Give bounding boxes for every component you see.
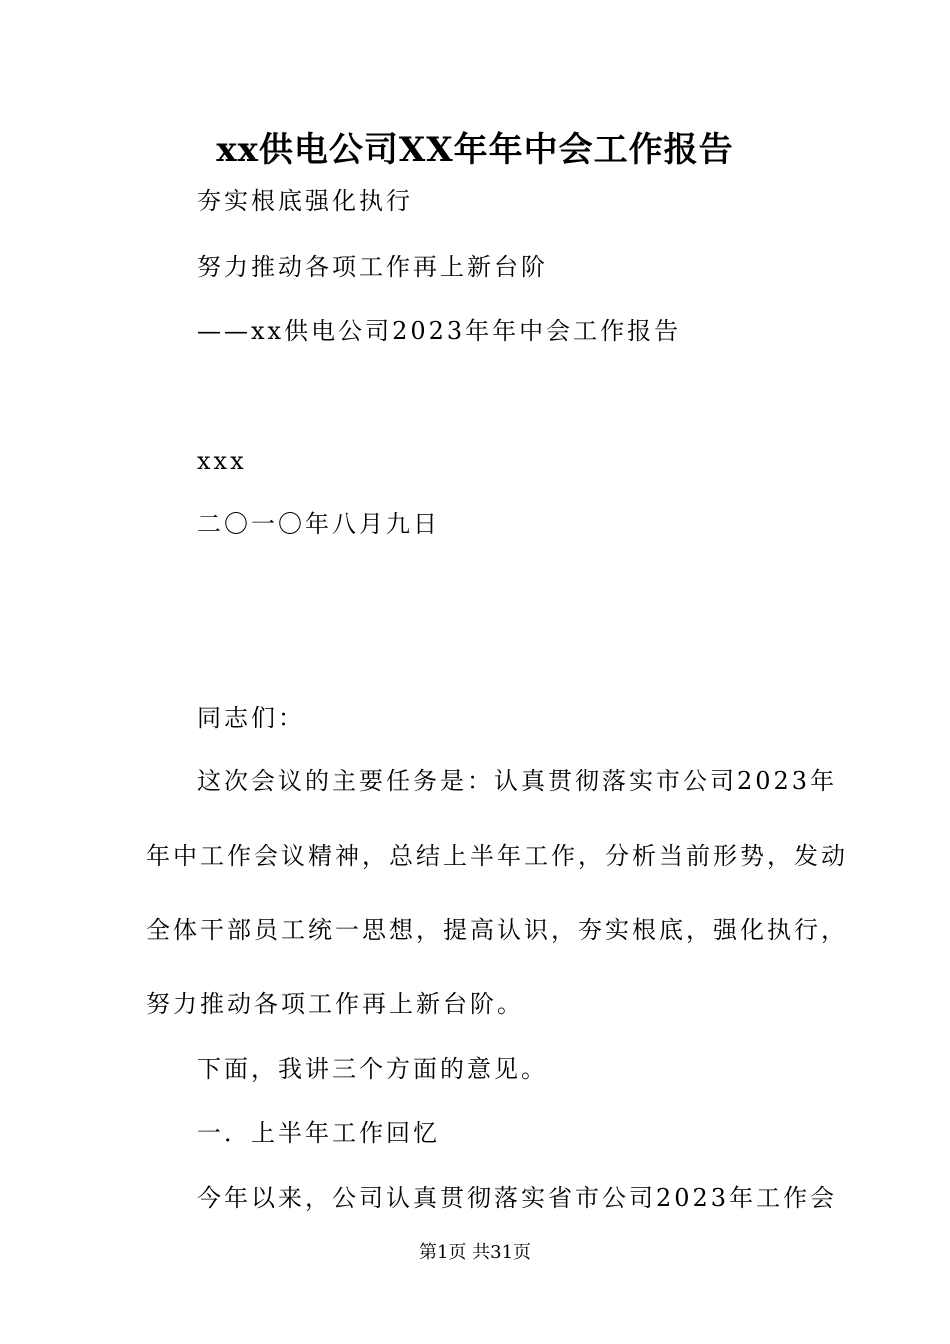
document-title: xx供电公司XX年年中会工作报告 [216, 130, 734, 170]
salutation: 同志们： [197, 704, 305, 732]
page-indicator: 第1页 共31页 [418, 1242, 532, 1263]
subtitle-line-1: 夯实根底强化执行 [197, 187, 413, 215]
paragraph-3-line-1: 今年以来，公司认真贯彻落实省市公司2023年工作会 [197, 1184, 838, 1212]
author-name: xxx [197, 447, 247, 475]
paragraph-1-line-3: 全体干部员工统一思想，提高认识，夯实根底，强化执行， [146, 916, 848, 944]
paragraph-1-line-2: 年中工作会议精神，总结上半年工作，分析当前形势，发动 [146, 842, 848, 870]
section-heading: 一．上半年工作回忆 [197, 1119, 440, 1147]
paragraph-1-line-1: 这次会议的主要任务是：认真贯彻落实市公司2023年 [197, 767, 838, 795]
paragraph-1-line-4: 努力推动各项工作再上新台阶。 [146, 990, 524, 1018]
subtitle-line-2: 努力推动各项工作再上新台阶 [197, 253, 548, 281]
subtitle-line-3: ——xx供电公司2023年年中会工作报告 [197, 317, 682, 345]
report-date: 二〇一〇年八月九日 [197, 510, 440, 538]
paragraph-2: 下面，我讲三个方面的意见。 [197, 1055, 548, 1083]
